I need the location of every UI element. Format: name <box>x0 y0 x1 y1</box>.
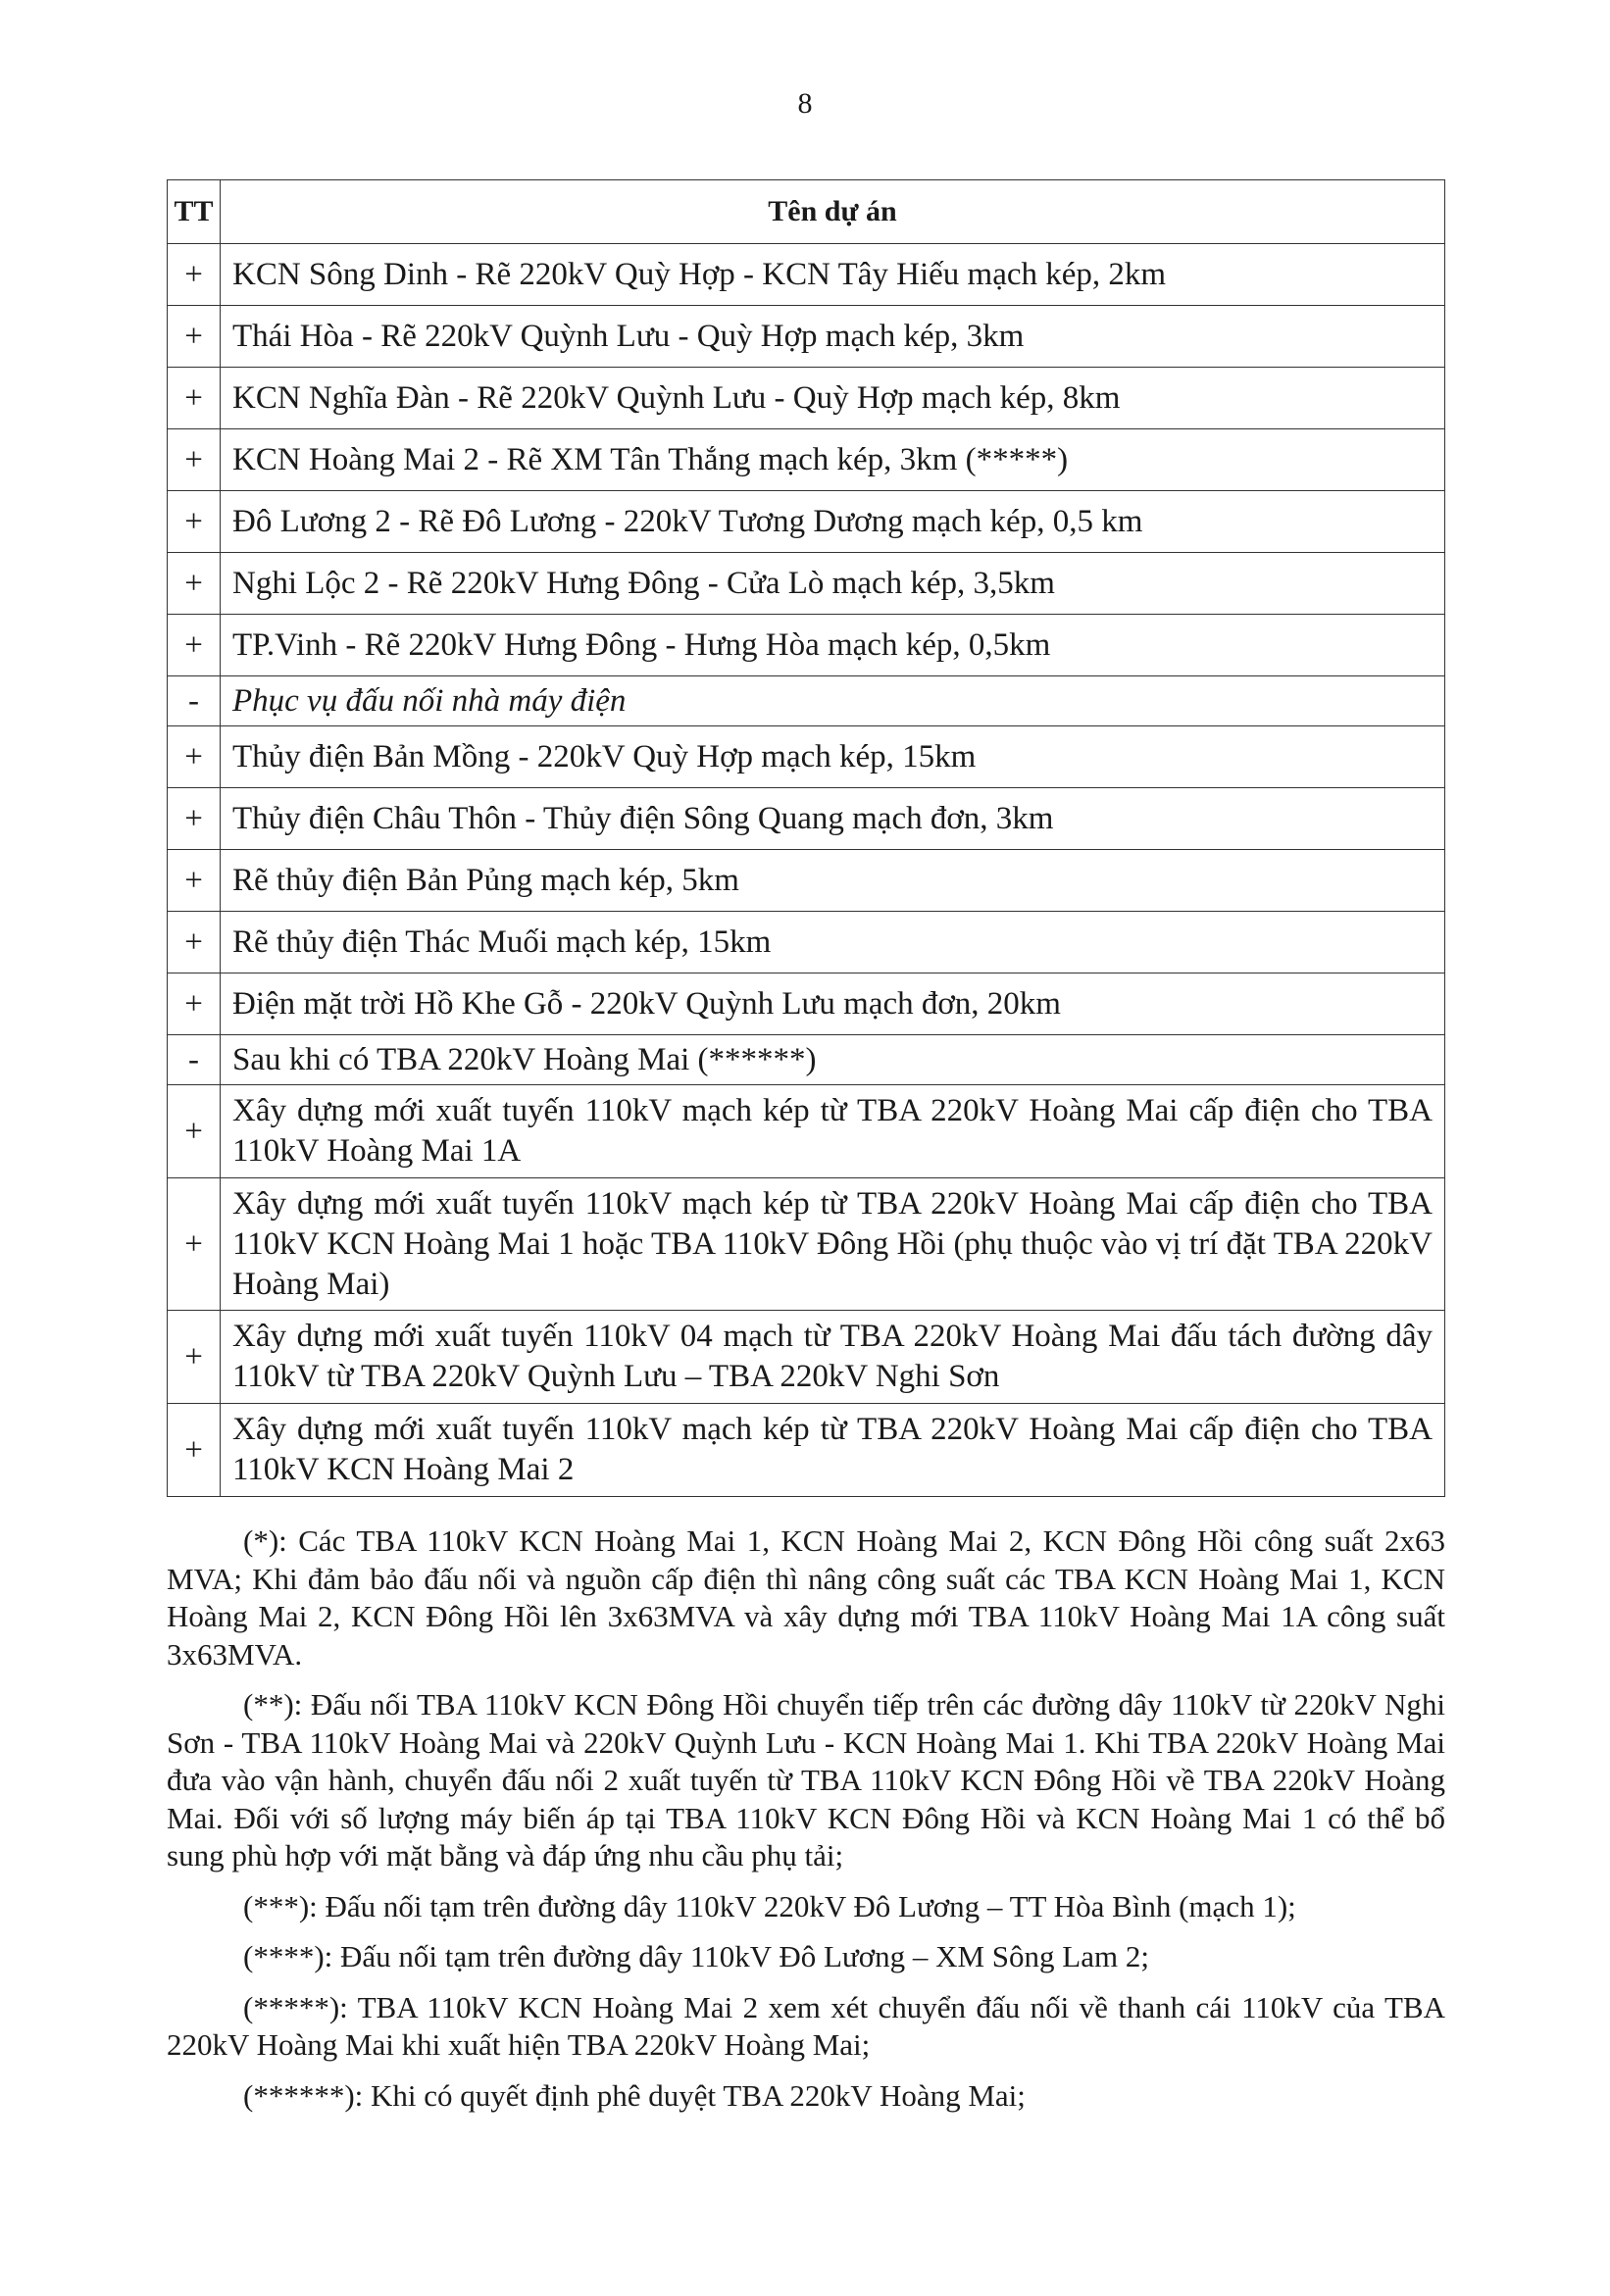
row-marker: + <box>168 491 221 553</box>
project-table <box>167 179 1445 1497</box>
section-heading: Sau khi có TBA 220kV Hoàng Mai (******) <box>221 1035 1445 1085</box>
footnote: (****): Đấu nối tạm trên đường dây 110kV Đô Lương – XM Sông Lam 2; <box>243 1939 1149 1973</box>
row-marker: + <box>168 912 221 973</box>
footnote: (***): Đấu nối tạm trên đường dây 110kV 220kV Đô Lương – TT Hòa Bình (mạch 1); <box>243 1888 1296 1923</box>
row-marker: + <box>168 1085 221 1178</box>
project-name: Thủy điện Bản Mồng - 220kV Quỳ Hợp mạch kép, 15km <box>221 726 1445 788</box>
project-name: Điện mặt trời Hồ Khe Gỗ - 220kV Quỳnh Lưu mạch đơn, 20km <box>221 973 1445 1035</box>
project-name: TP.Vinh - Rẽ 220kV Hưng Đông - Hưng Hòa mạch kép, 0,5km <box>221 615 1445 676</box>
project-name: Xây dựng mới xuất tuyến 110kV mạch kép từ TBA 220kV Hoàng Mai cấp điện cho TBA 110kV KCN Hoàng Mai 1 hoặc TBA 110kV Đông Hồi (phụ thuộc vào vị trí đặt TBA 220kV Hoàng Mai) <box>221 1178 1445 1311</box>
project-name: Đô Lương 2 - Rẽ Đô Lương - 220kV Tương Dương mạch kép, 0,5 km <box>221 491 1445 553</box>
project-name: Xây dựng mới xuất tuyến 110kV mạch kép từ TBA 220kV Hoàng Mai cấp điện cho TBA 110kV KCN Hoàng Mai 2 <box>221 1404 1445 1497</box>
table-row <box>168 306 1445 368</box>
table-row <box>168 615 1445 676</box>
table-row <box>168 491 1445 553</box>
table-section-row <box>168 1035 1445 1085</box>
table-row <box>168 368 1445 429</box>
table-row <box>168 244 1445 306</box>
table-row <box>168 1085 1445 1178</box>
footnote: (*****): TBA 110kV KCN Hoàng Mai 2 xem xét chuyển đấu nối về thanh cái 110kV của TBA 220kV Hoàng Mai khi xuất hiện TBA 220kV Hoàng Mai; <box>167 1989 1445 2062</box>
row-marker: + <box>168 244 221 306</box>
project-name: KCN Sông Dinh - Rẽ 220kV Quỳ Hợp - KCN Tây Hiếu mạch kép, 2km <box>221 244 1445 306</box>
footnote: (*): Các TBA 110kV KCN Hoàng Mai 1, KCN Hoàng Mai 2, KCN Đông Hồi công suất 2x63 MVA; Khi đảm bảo đấu nối và nguồn cấp điện thì nâng công suất các TBA KCN Hoàng Mai 1, KCN Hoàng Mai 2, KCN Đông Hồi lên 3x63MVA và xây dựng mới TBA 110kV Hoàng Mai 1A công suất 3x63MVA. <box>167 1523 1445 1672</box>
table-row <box>168 788 1445 850</box>
row-marker: + <box>168 1404 221 1497</box>
project-name: Xây dựng mới xuất tuyến 110kV 04 mạch từ TBA 220kV Hoàng Mai đấu tách đường dây 110kV từ TBA 220kV Quỳnh Lưu – TBA 220kV Nghi Sơn <box>221 1311 1445 1404</box>
footnotes <box>167 1522 1445 2127</box>
row-marker: + <box>168 1178 221 1311</box>
header-tt: TT <box>168 180 221 244</box>
project-name: Rẽ thủy điện Thác Muối mạch kép, 15km <box>221 912 1445 973</box>
row-marker: + <box>168 973 221 1035</box>
table-row <box>168 850 1445 912</box>
row-marker: + <box>168 368 221 429</box>
header-project-name: Tên dự án <box>221 180 1445 244</box>
table-row <box>168 429 1445 491</box>
table-row <box>168 726 1445 788</box>
table-section-row <box>168 676 1445 726</box>
row-marker: + <box>168 1311 221 1404</box>
project-name: Rẽ thủy điện Bản Pủng mạch kép, 5km <box>221 850 1445 912</box>
footnote: (**): Đấu nối TBA 110kV KCN Đông Hồi chuyển tiếp trên các đường dây 110kV từ 220kV Nghi Sơn - TBA 110kV Hoàng Mai và 220kV Quỳnh Lưu - KCN Hoàng Mai 1. Khi TBA 220kV Hoàng Mai đưa vào vận hành, chuyển đấu nối 2 xuất tuyến từ TBA 110kV KCN Đông Hồi về TBA 220kV Hoàng Mai. Đối với số lượng máy biến áp tại TBA 110kV KCN Đông Hồi và KCN Hoàng Mai 1 có thể bổ sung phù hợp với mặt bằng và đáp ứng nhu cầu phụ tải; <box>167 1687 1445 1872</box>
table-header-row <box>168 180 1445 244</box>
section-heading: Phục vụ đấu nối nhà máy điện <box>221 676 1445 726</box>
table-row <box>168 973 1445 1035</box>
project-name: KCN Nghĩa Đàn - Rẽ 220kV Quỳnh Lưu - Quỳ Hợp mạch kép, 8km <box>221 368 1445 429</box>
row-marker: + <box>168 726 221 788</box>
footnote: (******): Khi có quyết định phê duyệt TBA 220kV Hoàng Mai; <box>243 2077 1026 2113</box>
page-number: 8 <box>797 87 813 120</box>
table-row <box>168 553 1445 615</box>
table-row <box>168 1178 1445 1311</box>
table-row <box>168 912 1445 973</box>
row-marker: + <box>168 615 221 676</box>
row-marker: + <box>168 306 221 368</box>
row-marker: - <box>168 676 221 726</box>
table-row <box>168 1404 1445 1497</box>
project-name: Thủy điện Châu Thôn - Thủy điện Sông Quang mạch đơn, 3km <box>221 788 1445 850</box>
row-marker: - <box>168 1035 221 1085</box>
project-name: Nghi Lộc 2 - Rẽ 220kV Hưng Đông - Cửa Lò mạch kép, 3,5km <box>221 553 1445 615</box>
project-name: Xây dựng mới xuất tuyến 110kV mạch kép từ TBA 220kV Hoàng Mai cấp điện cho TBA 110kV Hoàng Mai 1A <box>221 1085 1445 1178</box>
project-name: Thái Hòa - Rẽ 220kV Quỳnh Lưu - Quỳ Hợp mạch kép, 3km <box>221 306 1445 368</box>
table-row <box>168 1311 1445 1404</box>
row-marker: + <box>168 553 221 615</box>
project-name: KCN Hoàng Mai 2 - Rẽ XM Tân Thắng mạch kép, 3km (*****) <box>221 429 1445 491</box>
row-marker: + <box>168 788 221 850</box>
row-marker: + <box>168 850 221 912</box>
row-marker: + <box>168 429 221 491</box>
